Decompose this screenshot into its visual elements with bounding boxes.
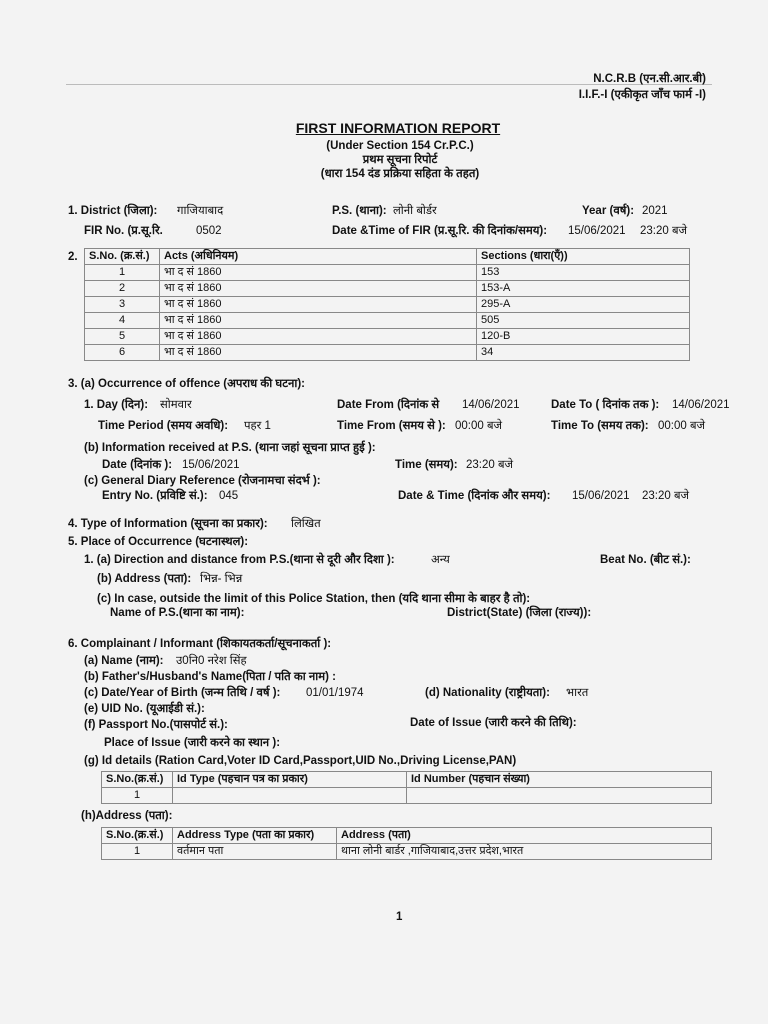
cell-section: 153 [477, 265, 690, 281]
cell-address-type: वर्तमान पता [173, 844, 337, 860]
report-hindi-title: प्रथम सूचना रिपोर्ट [362, 154, 438, 166]
time-period-value: पहर 1 [244, 420, 271, 432]
cell-sno: 1 [85, 265, 160, 281]
cell-section: 153-A [477, 281, 690, 297]
addr-header-address: Address (पता) [337, 828, 712, 844]
beat-no-label: Beat No. (बीट सं.): [600, 554, 691, 566]
year-value: 2021 [642, 205, 668, 217]
report-under: (Under Section 154 Cr.P.C.) [326, 140, 474, 152]
cell-sno: 6 [85, 345, 160, 361]
id-details-label: (g) Id details (Ration Card,Voter ID Card,Passport,UID No.,Driving License,PAN) [84, 755, 517, 767]
cell-address: थाना लोनी बार्डर ,गाजियाबाद,उत्तर प्रदेश,भारत [337, 844, 712, 860]
cell-sno: 3 [85, 297, 160, 313]
date-of-issue-label: Date of Issue (जारी करने की तिथि): [410, 717, 577, 729]
complainant-name-value: उ0नि0 नरेश सिंह [176, 655, 247, 667]
cell-act: भा द सं 1860 [160, 297, 477, 313]
cell-act: भा द सं 1860 [160, 345, 477, 361]
table-row [85, 265, 690, 281]
table-row [102, 788, 712, 804]
dob-label: (c) Date/Year of Birth (जन्म तिथि / वर्ष ): [84, 687, 281, 699]
fir-label: FIR No. (प्र.सू.रि. [84, 225, 163, 237]
complainant-name-label: (a) Name (नाम): [84, 655, 164, 667]
occurrence-heading: 3. (a) Occurrence of offence (अपराध की घटना): [68, 378, 306, 390]
cell-act: भा द सं 1860 [160, 313, 477, 329]
address-header-row [102, 828, 712, 844]
table-row [85, 297, 690, 313]
date-to-value: 14/06/2021 [672, 399, 730, 411]
time-from-label: Time From (समय से ): [337, 420, 446, 432]
cell-act: भा द सं 1860 [160, 329, 477, 345]
report-title: FIRST INFORMATION REPORT [295, 120, 501, 136]
table-row [85, 345, 690, 361]
header-sno: S.No. (क्र.सं.) [85, 249, 160, 265]
time-to-label: Time To (समय तक): [551, 420, 649, 432]
table-row [85, 329, 690, 345]
header-acts: Acts (अधिनियम) [160, 249, 477, 265]
acts-table [84, 248, 690, 361]
cell-sno: 1 [102, 844, 173, 860]
cell-sno: 1 [102, 788, 173, 804]
acts-header-row [85, 249, 690, 265]
time-from-value: 00:00 बजे [455, 420, 503, 432]
info-date-label: Date (दिनांक ): [102, 459, 173, 471]
fir-datetime-label: Date &Time of FIR (प्र.सू.रि. की दिनांक/समय): [332, 225, 548, 237]
info-type-value: लिखित [291, 518, 321, 530]
cell-sno: 2 [85, 281, 160, 297]
id-header-row [102, 772, 712, 788]
cell-act: भा द सं 1860 [160, 265, 477, 281]
cell-act: भा द सं 1860 [160, 281, 477, 297]
info-type-label: 4. Type of Information (सूचना का प्रकार): [68, 518, 268, 530]
passport-label: (f) Passport No.(पासपोर्ट सं.): [84, 719, 228, 731]
report-hindi-under: (धारा 154 दंड प्रक्रिया सहिता के तहत) [320, 168, 480, 180]
district-state-label: District(State) (जिला (राज्य)): [447, 607, 592, 619]
cell-section: 120-B [477, 329, 690, 345]
entry-no-label: Entry No. (प्रविष्टि सं.): [102, 490, 208, 502]
id-header-type: Id Type (पहचान पत्र का प्रकार) [173, 772, 407, 788]
ps-value: लोनी बोर्डर [393, 205, 437, 217]
cell-id-type [173, 788, 407, 804]
ncrb-label: N.C.R.B (एन.सी.आर.बी) [593, 73, 706, 85]
entry-no-value: 045 [219, 490, 239, 502]
date-to-label: Date To ( दिनांक तक ): [551, 399, 660, 411]
section-2-number: 2. [68, 251, 78, 263]
date-from-label: Date From (दिनांक से [337, 399, 440, 411]
fir-value: 0502 [196, 225, 222, 237]
address-table [101, 827, 712, 860]
place-occurrence-label: 5. Place of Occurrence (घटनास्थल): [68, 536, 249, 548]
time-to-value: 00:00 बजे [658, 420, 706, 432]
day-value: सोमवार [160, 399, 192, 411]
place-address-value: भिन्न- भिन्न [200, 573, 243, 585]
table-row [85, 313, 690, 329]
cell-sno: 4 [85, 313, 160, 329]
district-label: 1. District (जिला): [68, 205, 158, 217]
dob-value: 01/01/1974 [306, 687, 364, 699]
day-label: 1. Day (दिन): [84, 399, 149, 411]
nationality-value: भारत [566, 687, 589, 699]
table-row [102, 844, 712, 860]
gd-time-value: 23:20 बजे [642, 490, 690, 502]
place-of-issue-label: Place of Issue (जारी करने का स्थान ): [104, 737, 281, 749]
complainant-heading: 6. Complainant / Informant (शिकायतकर्ता/सूचनाकर्ता ): [68, 638, 332, 650]
cell-id-number [407, 788, 712, 804]
date-from-value: 14/06/2021 [462, 399, 520, 411]
id-header-sno: S.No.(क्र.सं.) [102, 772, 173, 788]
page-number: 1 [396, 911, 403, 923]
id-header-number: Id Number (पहचान संख्या) [407, 772, 712, 788]
table-row [85, 281, 690, 297]
nationality-label: (d) Nationality (राष्ट्रीयता): [425, 687, 550, 699]
info-received-label: (b) Information received at P.S. (थाना जहां सूचना प्राप्त हुई ): [84, 442, 376, 454]
info-time-label: Time (समय): [395, 459, 458, 471]
fir-time-value: 23:20 बजे [640, 225, 688, 237]
direction-value: अन्य [431, 554, 450, 566]
time-period-label: Time Period (समय अवधि): [98, 420, 229, 432]
addr-header-sno: S.No.(क्र.सं.) [102, 828, 173, 844]
complainant-address-label: (h)Address (पता): [81, 810, 173, 822]
uid-label: (e) UID No. (यूआईडी सं.): [84, 703, 205, 715]
ps-label: P.S. (थाना): [332, 205, 387, 217]
gd-datetime-label: Date & Time (दिनांक और समय): [398, 490, 551, 502]
place-address-label: (b) Address (पता): [97, 573, 192, 585]
fir-date-value: 15/06/2021 [568, 225, 626, 237]
name-ps-label: Name of P.S.(थाना का नाम): [110, 607, 245, 619]
gd-reference-label: (c) General Diary Reference (रोजनामचा संदर्भ ): [84, 475, 321, 487]
cell-section: 34 [477, 345, 690, 361]
cell-sno: 5 [85, 329, 160, 345]
addr-header-type: Address Type (पता का प्रकार) [173, 828, 337, 844]
header-sections: Sections (धारा(एँ)) [477, 249, 690, 265]
iif-label: I.I.F.-I (एकीकृत जाँच फार्म -I) [578, 89, 706, 101]
gd-date-value: 15/06/2021 [572, 490, 630, 502]
outside-limit-label: (c) In case, outside the limit of this Police Station, then (यदि थाना सीमा के बाहर है तो): [97, 593, 531, 605]
father-name-label: (b) Father's/Husband's Name(पिता / पति का नाम) : [84, 671, 337, 683]
info-time-value: 23:20 बजे [466, 459, 514, 471]
cell-section: 505 [477, 313, 690, 329]
id-details-table [101, 771, 712, 804]
info-date-value: 15/06/2021 [182, 459, 240, 471]
year-label: Year (वर्ष): [582, 205, 635, 217]
district-value: गाजियाबाद [177, 205, 224, 217]
direction-label: 1. (a) Direction and distance from P.S.(थाना से दूरी और दिशा ): [84, 554, 395, 566]
cell-section: 295-A [477, 297, 690, 313]
